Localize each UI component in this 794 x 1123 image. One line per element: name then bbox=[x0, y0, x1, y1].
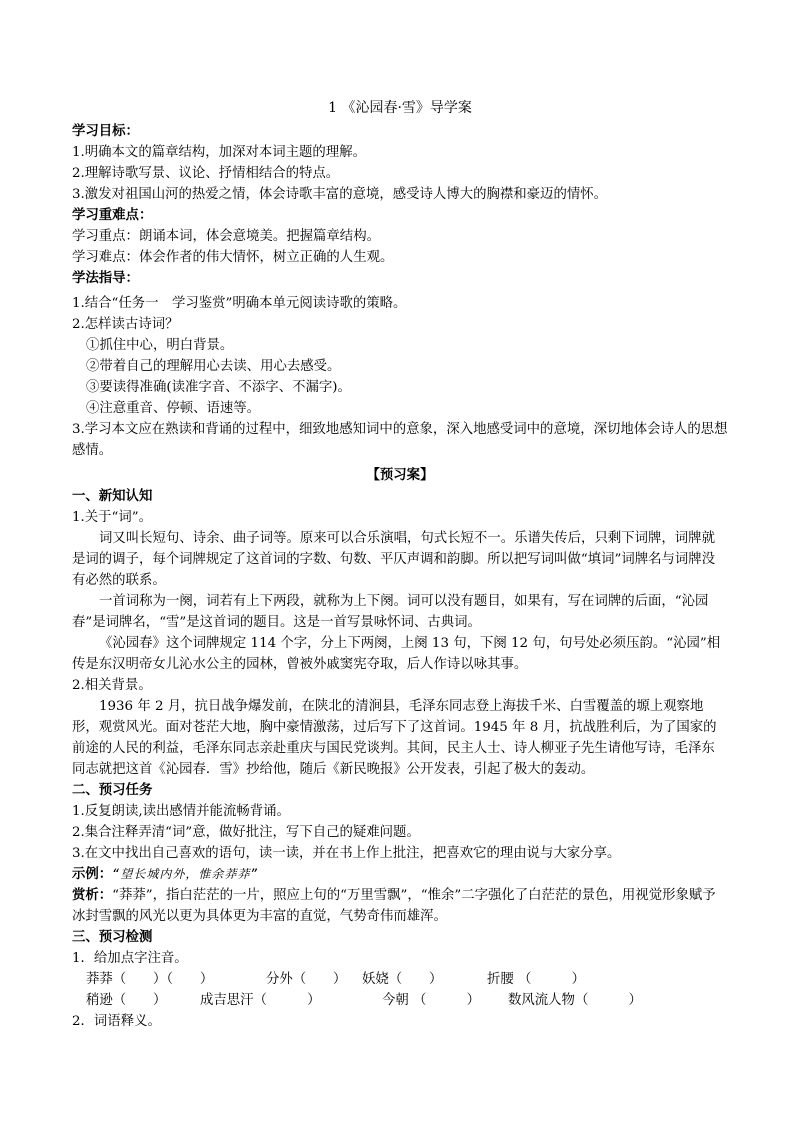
paragraph: 词又叫长短句、诗余、曲子词等。原来可以合乐演唱，句式长短不一。乐谱失传后，只剩下词牌，词牌就是词的调子，每个词牌规定了这首词的字数、句数、平仄声调和韵脚。所以把写词叫做“填词”词牌名与词牌没有必然的联系。 bbox=[72, 531, 716, 588]
pinyin-blank-row bbox=[72, 990, 728, 1011]
section-heading: 三、预习检测 bbox=[72, 929, 153, 945]
example-text: “望长城内外，惟余莽莽” bbox=[112, 867, 259, 881]
question: 1．给加点字注音。 bbox=[72, 951, 188, 966]
goal-item: 3.激发对祖国山河的热爱之情，体会诗歌丰富的意境，感受诗人博大的胸襟和豪迈的情怀。 bbox=[72, 187, 608, 202]
paragraph: 《沁园春》这个词牌规定 114 个字，分上下两阕，上阕 13 句，下阕 12 句，句号处必须压韵。“沁园”相传是东汉明帝女儿沁水公主的园林，曾被外戚窦宪夺取，后人作诗以咏其事。 bbox=[72, 636, 721, 672]
blank-item: 数风流人物（ ） bbox=[508, 993, 642, 1008]
section-heading: 一、新知认知 bbox=[72, 488, 153, 504]
blank-item: 今朝 （ ） bbox=[382, 993, 480, 1008]
blank-item: 成吉思汗（ ） bbox=[200, 993, 321, 1008]
subsection-heading: 2.相关背景。 bbox=[72, 678, 152, 693]
example-line bbox=[72, 864, 728, 885]
blank-item: 稍逊（ ） bbox=[86, 993, 167, 1008]
method-item: 3.学习本文应在熟读和背诵的过程中，细致地感知词中的意象，深入地感受词中的意境，深切地体会诗人的思想感情。 bbox=[72, 422, 728, 458]
pinyin-blank-row bbox=[72, 969, 728, 990]
question: 2．词语释义。 bbox=[72, 1014, 161, 1029]
section-heading: 二、预习任务 bbox=[72, 782, 153, 798]
preview-heading: 【预习案】 bbox=[366, 467, 434, 483]
keypoints-heading: 学习重难点： bbox=[72, 207, 153, 223]
example-label: 示例： bbox=[72, 866, 113, 882]
document-page bbox=[72, 98, 728, 1032]
appreciation bbox=[72, 885, 728, 927]
appreciation-text: “莽莽”，指白茫茫的一片，照应上句的“万里雪飘”，“惟余”二字强化了白茫茫的景色，用视觉形象赋予冰封雪飘的风光以更为具体更为丰富的直觉，气势奇伟而雄浑。 bbox=[72, 888, 716, 924]
task-item: 2.集合注释弄清“词”意，做好批注，写下自己的疑难问题。 bbox=[72, 825, 420, 840]
blank-item: 折腰 （ ） bbox=[487, 972, 585, 987]
page-title: 1 《沁园春·雪》导学案 bbox=[328, 100, 472, 116]
blank-item: 分外（ ） bbox=[266, 972, 347, 987]
subsection-heading: 1.关于“词”。 bbox=[72, 510, 153, 525]
paragraph: 1936 年 2 月，抗日战争爆发前，在陕北的清涧县，毛泽东同志登上海拔千米、白雪覆盖的塬上观察地形，观赏风光。面对苍茫大地，胸中豪情激荡，过后写下了这首词。1945 年 8 月，抗战胜利后，为了国家的前途的人民的利益，毛泽东同志亲赴重庆与国民党谈判。其间，民主人士、诗人柳亚子先生请他写诗，毛泽东同志就把这首《沁园春．雪》抄给他，随后《新民晚报》公开发表，引起了极大的轰动。 bbox=[72, 699, 717, 777]
method-subitem: ②带着自己的理解用心去读、用心去感受。 bbox=[86, 359, 341, 374]
method-subitem: ④注意重音、停顿、语速等。 bbox=[86, 401, 261, 416]
blank-item: 莽莽（ ）（ ） bbox=[86, 972, 214, 987]
method-item: 1.结合“任务一 学习鉴赏”明确本单元阅读诗歌的策略。 bbox=[72, 296, 407, 311]
method-subitem: ③要读得准确(读准字音、不添字、不漏字)。 bbox=[86, 380, 351, 395]
appreciation-label: 赏析： bbox=[72, 887, 113, 903]
paragraph: 一首词称为一阕，词若有上下两段，就称为上下阕。词可以没有题目，如果有，写在词牌的后面，“沁园春”是词牌名，“雪”是这首词的题目。这是一首写景咏怀词、古典词。 bbox=[72, 594, 709, 630]
method-heading: 学法指导： bbox=[72, 270, 139, 286]
goals-heading: 学习目标： bbox=[72, 123, 139, 139]
keypoints-difficulty: 学习难点：体会作者的伟大情怀，树立正确的人生观。 bbox=[72, 250, 394, 265]
goal-item: 2.理解诗歌写景、议论、抒情相结合的特点。 bbox=[72, 166, 340, 181]
task-item: 1.反复朗读,读出感情并能流畅背诵。 bbox=[72, 804, 290, 819]
task-item: 3.在文中找出自己喜欢的语句，读一读，并在书上作上批注，把喜欢它的理由说与大家分享。 bbox=[72, 846, 621, 861]
goal-item: 1.明确本文的篇章结构，加深对本词主题的理解。 bbox=[72, 145, 366, 160]
method-item: 2.怎样读古诗词？ bbox=[72, 317, 179, 332]
blank-item: 妖娆（ ） bbox=[362, 972, 443, 987]
method-subitem: ①抓住中心，明白背景。 bbox=[86, 338, 234, 353]
keypoints-focus: 学习重点：朗诵本词，体会意境美。把握篇章结构。 bbox=[72, 229, 380, 244]
